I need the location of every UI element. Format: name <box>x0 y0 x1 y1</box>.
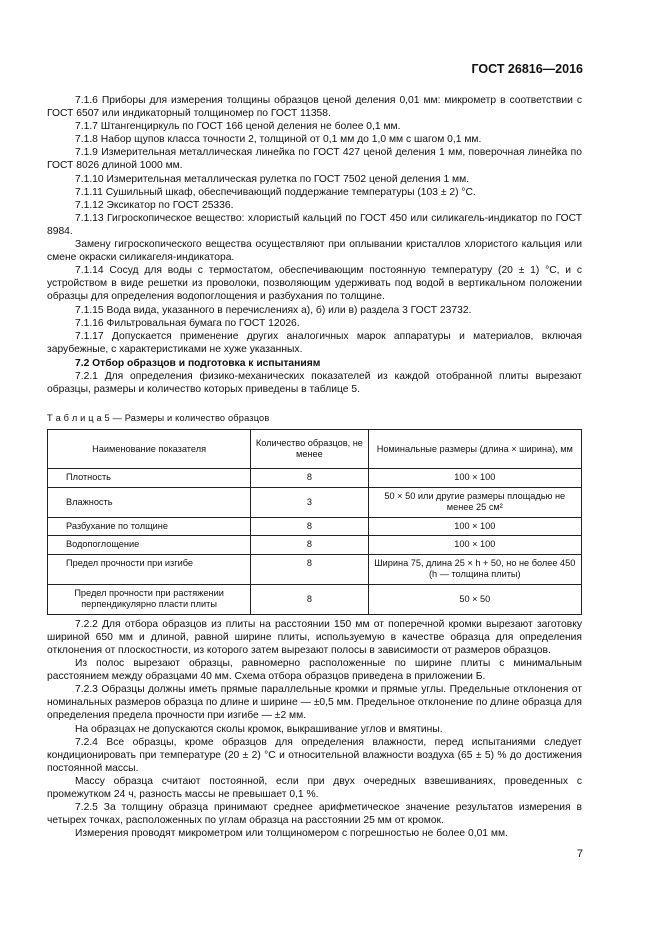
paragraph: 7.1.12 Эксикатор по ГОСТ 25336. <box>75 199 234 211</box>
column-header: Количество образцов, не менее <box>251 430 368 469</box>
table-cell: Ширина 75, длина 25 × h + 50, но не более 450 (h — толщина плиты) <box>368 554 581 584</box>
table-row <box>48 517 582 536</box>
table-row <box>48 487 582 517</box>
section-title: 7.2 Отбор образцов и подготовка к испытаниям <box>75 357 321 369</box>
table-cell: 8 <box>251 517 368 536</box>
table-row <box>48 554 582 584</box>
paragraph: Массу образца считают постоянной, если при двух очередных взвешиваниях, проведенных с промежутком 24 ч, разность массы не превышает 0,1 %. <box>47 775 582 800</box>
paragraph: 7.1.6 Приборы для измерения толщины образцов ценой деления 0,01 мм: микрометр в соответствии с ГОСТ 6507 или индикаторный толщиномер по ГОСТ 11358. <box>47 95 582 120</box>
table-cell: Плотность <box>48 469 251 488</box>
table-cell: 100 × 100 <box>368 536 581 555</box>
table-cell: Предел прочности при изгибе <box>48 554 251 584</box>
paragraph: 7.1.16 Фильтровальная бумага по ГОСТ 12026. <box>75 317 300 329</box>
table-cell: Влажность <box>48 487 251 517</box>
paragraph: 7.2.4 Все образцы, кроме образцов для определения влажности, перед испытаниями следует кондиционировать при температуре (20 ± 2) °С и относительной влажности воздуха (65 ± 5) % до достижения постоянной массы. <box>47 736 582 774</box>
paragraph: Замену гигроскопического вещества осуществляют при оплывании кристаллов хлористого кальция или смене окраски силикагеля-индикатора. <box>47 239 582 264</box>
page-number: 7 <box>576 848 583 860</box>
table-cell: 8 <box>251 554 368 584</box>
paragraph: 7.1.15 Вода вида, указанного в перечислениях а), б) или в) раздела 3 ГОСТ 23732. <box>75 304 472 316</box>
paragraph: На образцах не допускаются сколы кромок, выкрашивание углов и вмятины. <box>75 723 443 735</box>
table-cell: 8 <box>251 584 368 614</box>
table-cell: 100 × 100 <box>368 517 581 536</box>
paragraph: 7.1.14 Сосуд для воды с термостатом, обеспечивающим постоянную температуру (20 ± 1) °С, и с устройством в виде решетки из проволоки, позволяющим удерживать под водой в вертикальном положении образцы для определения водопоглощения и разбухания по толщине. <box>47 265 582 303</box>
table-cell: Водопоглощение <box>48 536 251 555</box>
paragraph: 7.1.7 Штангенциркуль по ГОСТ 166 ценой деления не более 0,1 мм. <box>75 121 401 133</box>
paragraph: 7.1.9 Измерительная металлическая линейка по ГОСТ 427 ценой деления 1 мм, поверочная линейка по ГОСТ 8026 длиной 1000 мм. <box>47 147 582 172</box>
column-header: Наименование показателя <box>48 430 251 469</box>
paragraph: 7.2.5 За толщину образца принимают среднее арифметическое значение результатов измерения в четырех точках, расположенных по углам образца на расстоянии 25 мм от кромок. <box>47 802 582 827</box>
paragraph: Измерения проводят микрометром или толщиномером с погрешностью не более 0,01 мм. <box>75 828 508 840</box>
table-cell: 3 <box>251 487 368 517</box>
page-content <box>47 94 582 840</box>
paragraph: 7.2.2 Для отбора образцов из плиты на расстоянии 150 мм от поперечной кромки вырезают заготовку шириной 650 мм и длиной, равной ширине плиты, используемую в качестве образца для определения отклонения от плоскостности, из которого затем вырезают полосы в зависимости от размеров образцов. <box>47 618 582 656</box>
paragraph: 7.1.10 Измерительная металлическая рулетка по ГОСТ 7502 ценой деления 1 мм. <box>75 173 470 185</box>
table-cell: 50 × 50 <box>368 584 581 614</box>
paragraph: 7.1.17 Допускается применение других аналогичных марок аппаратуры и материалов, включая зарубежные, с характеристиками не хуже указанных. <box>47 330 582 355</box>
document-header: ГОСТ 26816—2016 <box>471 62 583 76</box>
paragraph: Из полос вырезают образцы, равномерно расположенные по ширине плиты с минимальным расстоянием между образцами 40 мм. Схема отбора образцов приведена в приложении Б. <box>47 658 582 683</box>
table-cell: 8 <box>251 536 368 555</box>
table-row <box>48 584 582 614</box>
table-cell: Предел прочности при растяжении перпендикулярно пласти плиты <box>48 584 251 614</box>
table-header-row <box>48 430 582 469</box>
table-caption: Т а б л и ц а 5 — Размеры и количество образцов <box>47 413 270 424</box>
paragraph: 7.1.13 Гигроскопическое вещество: хлористый кальций по ГОСТ 450 или силикагель-индикатор по ГОСТ 8984. <box>47 212 582 237</box>
paragraph: 7.1.8 Набор щупов класса точности 2, толщиной от 0,1 мм до 1,0 мм с шагом 0,1 мм. <box>75 134 482 146</box>
table-cell: 50 × 50 или другие размеры площадью не менее 25 см² <box>368 487 581 517</box>
column-header: Номинальные размеры (длина × ширина), мм <box>368 430 581 469</box>
table-cell: 100 × 100 <box>368 469 581 488</box>
paragraph: 7.2.1 Для определения физико-механических показателей из каждой отобранной плиты вырезают образцы, размеры и количество которых приведены в таблице 5. <box>47 370 582 396</box>
paragraph: 7.2.3 Образцы должны иметь прямые параллельные кромки и прямые углы. Предельные отклонения от номинальных размеров образца по длине и ширине — ±0,5 мм. Предельное отклонение по длине образца для определения предела прочности при изгибе — ±2 мм. <box>47 684 582 722</box>
table-cell: Разбухание по толщине <box>48 517 251 536</box>
paragraph: 7.1.11 Сушильный шкаф, обеспечивающий поддержание температуры (103 ± 2) °С. <box>75 186 476 198</box>
table-cell: 8 <box>251 469 368 488</box>
samples-table <box>47 429 582 615</box>
table-row <box>48 536 582 555</box>
table-row <box>48 469 582 488</box>
